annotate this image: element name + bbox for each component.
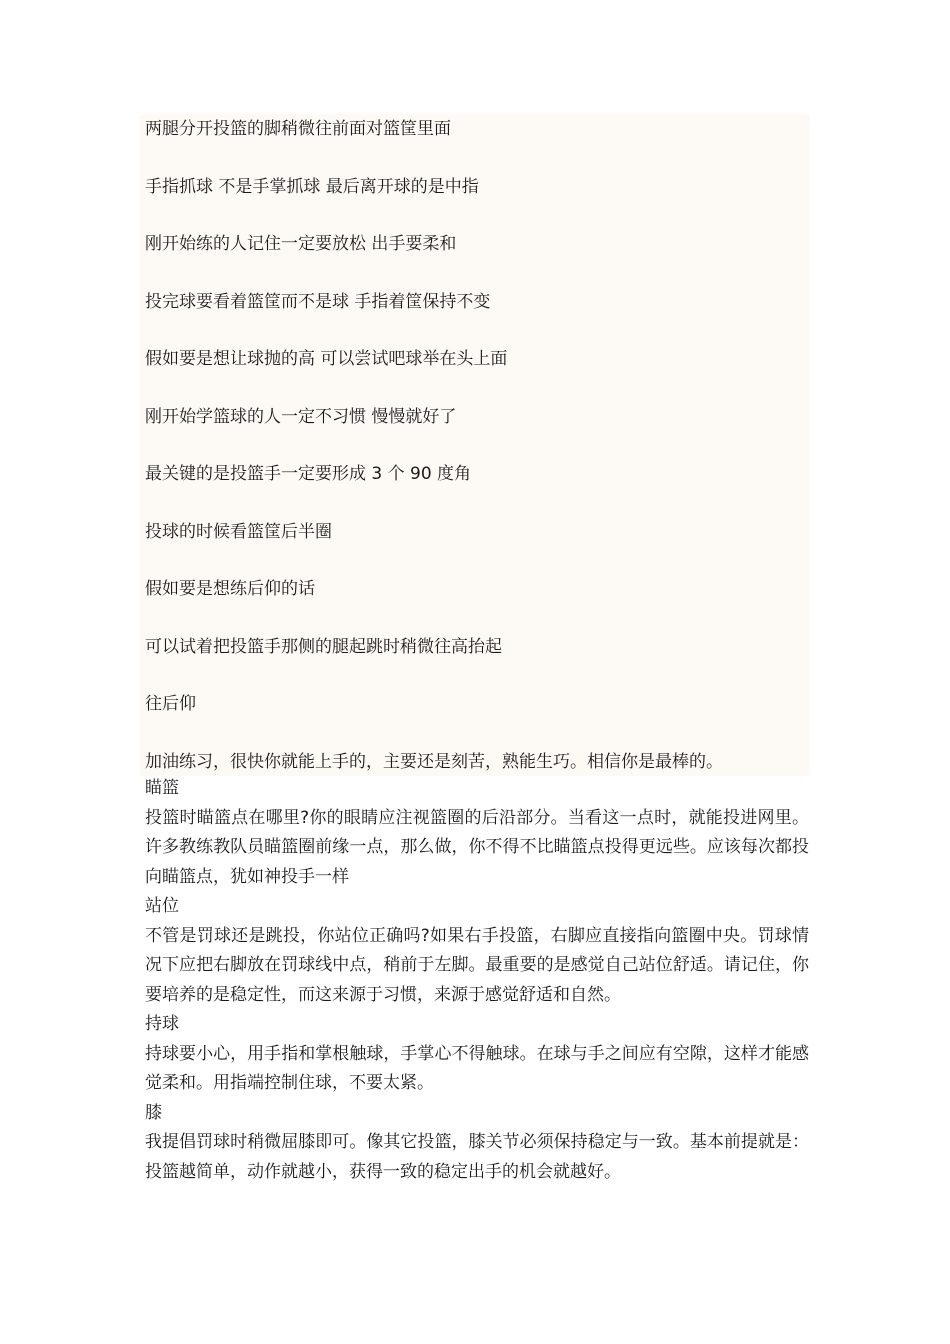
tip-line: 刚开始学篮球的人一定不习惯 慢慢就好了 [145, 407, 457, 427]
section-heading-aiming: 瞄篮 [145, 778, 179, 798]
tip-line: 手指抓球 不是手掌抓球 最后离开球的是中指 [145, 177, 479, 197]
shooting-technique-article [145, 774, 809, 1187]
tip-line: 可以试着把投篮手那侧的腿起跳时稍微往高抬起 [145, 637, 502, 657]
tip-line: 最关键的是投篮手一定要形成 3 个 90 度角 [145, 464, 472, 484]
section-heading-grip: 持球 [145, 1014, 179, 1034]
tip-line: 假如要是想练后仰的话 [145, 579, 315, 599]
tips-background-panel [140, 114, 810, 776]
tip-line: 两腿分开投篮的脚稍微往前面对篮筐里面 [145, 119, 451, 139]
section-body-stance: 不管是罚球还是跳投，你站位正确吗?如果右手投篮，右脚应直接指向篮圈中央。罚球情况下应把右脚放在罚球线中点，稍前于左脚。最重要的是感觉自己站位舒适。请记住，你要培养的是稳定性，而这来源于习惯，来源于感觉舒适和自然。 [145, 925, 809, 1005]
section-body-grip: 持球要小心，用手指和掌根触球，手掌心不得触球。在球与手之间应有空隙，这样才能感觉柔和。用指端控制住球，不要太紧。 [145, 1043, 809, 1093]
tip-line: 刚开始练的人记住一定要放松 出手要柔和 [145, 234, 457, 254]
section-heading-stance: 站位 [145, 896, 179, 916]
section-heading-knee: 膝 [145, 1102, 162, 1123]
tip-line-closing: 加油练习，很快你就能上手的，主要还是刻苦，熟能生巧。相信你是最棒的。 [145, 752, 723, 772]
section-body-aiming: 投篮时瞄篮点在哪里?你的眼睛应注视篮圈的后沿部分。当看这一点时，就能投进网里。许多教练教队员瞄篮圈前缘一点，那么做，你不得不比瞄篮点投得更远些。应该每次都投向瞄篮点，犹如神投手一样 [145, 807, 809, 887]
section-body-knee: 我提倡罚球时稍微屈膝即可。像其它投篮，膝关节必须保持稳定与一致。基本前提就是：投篮越简单，动作就越小，获得一致的稳定出手的机会就越好。 [145, 1132, 809, 1182]
tip-line: 往后仰 [145, 694, 196, 714]
tip-line: 投球的时候看篮筐后半圈 [145, 522, 332, 542]
tip-line: 投完球要看着篮筐而不是球 手指着筐保持不变 [145, 292, 491, 312]
tip-line: 假如要是想让球抛的高 可以尝试吧球举在头上面 [145, 349, 508, 369]
